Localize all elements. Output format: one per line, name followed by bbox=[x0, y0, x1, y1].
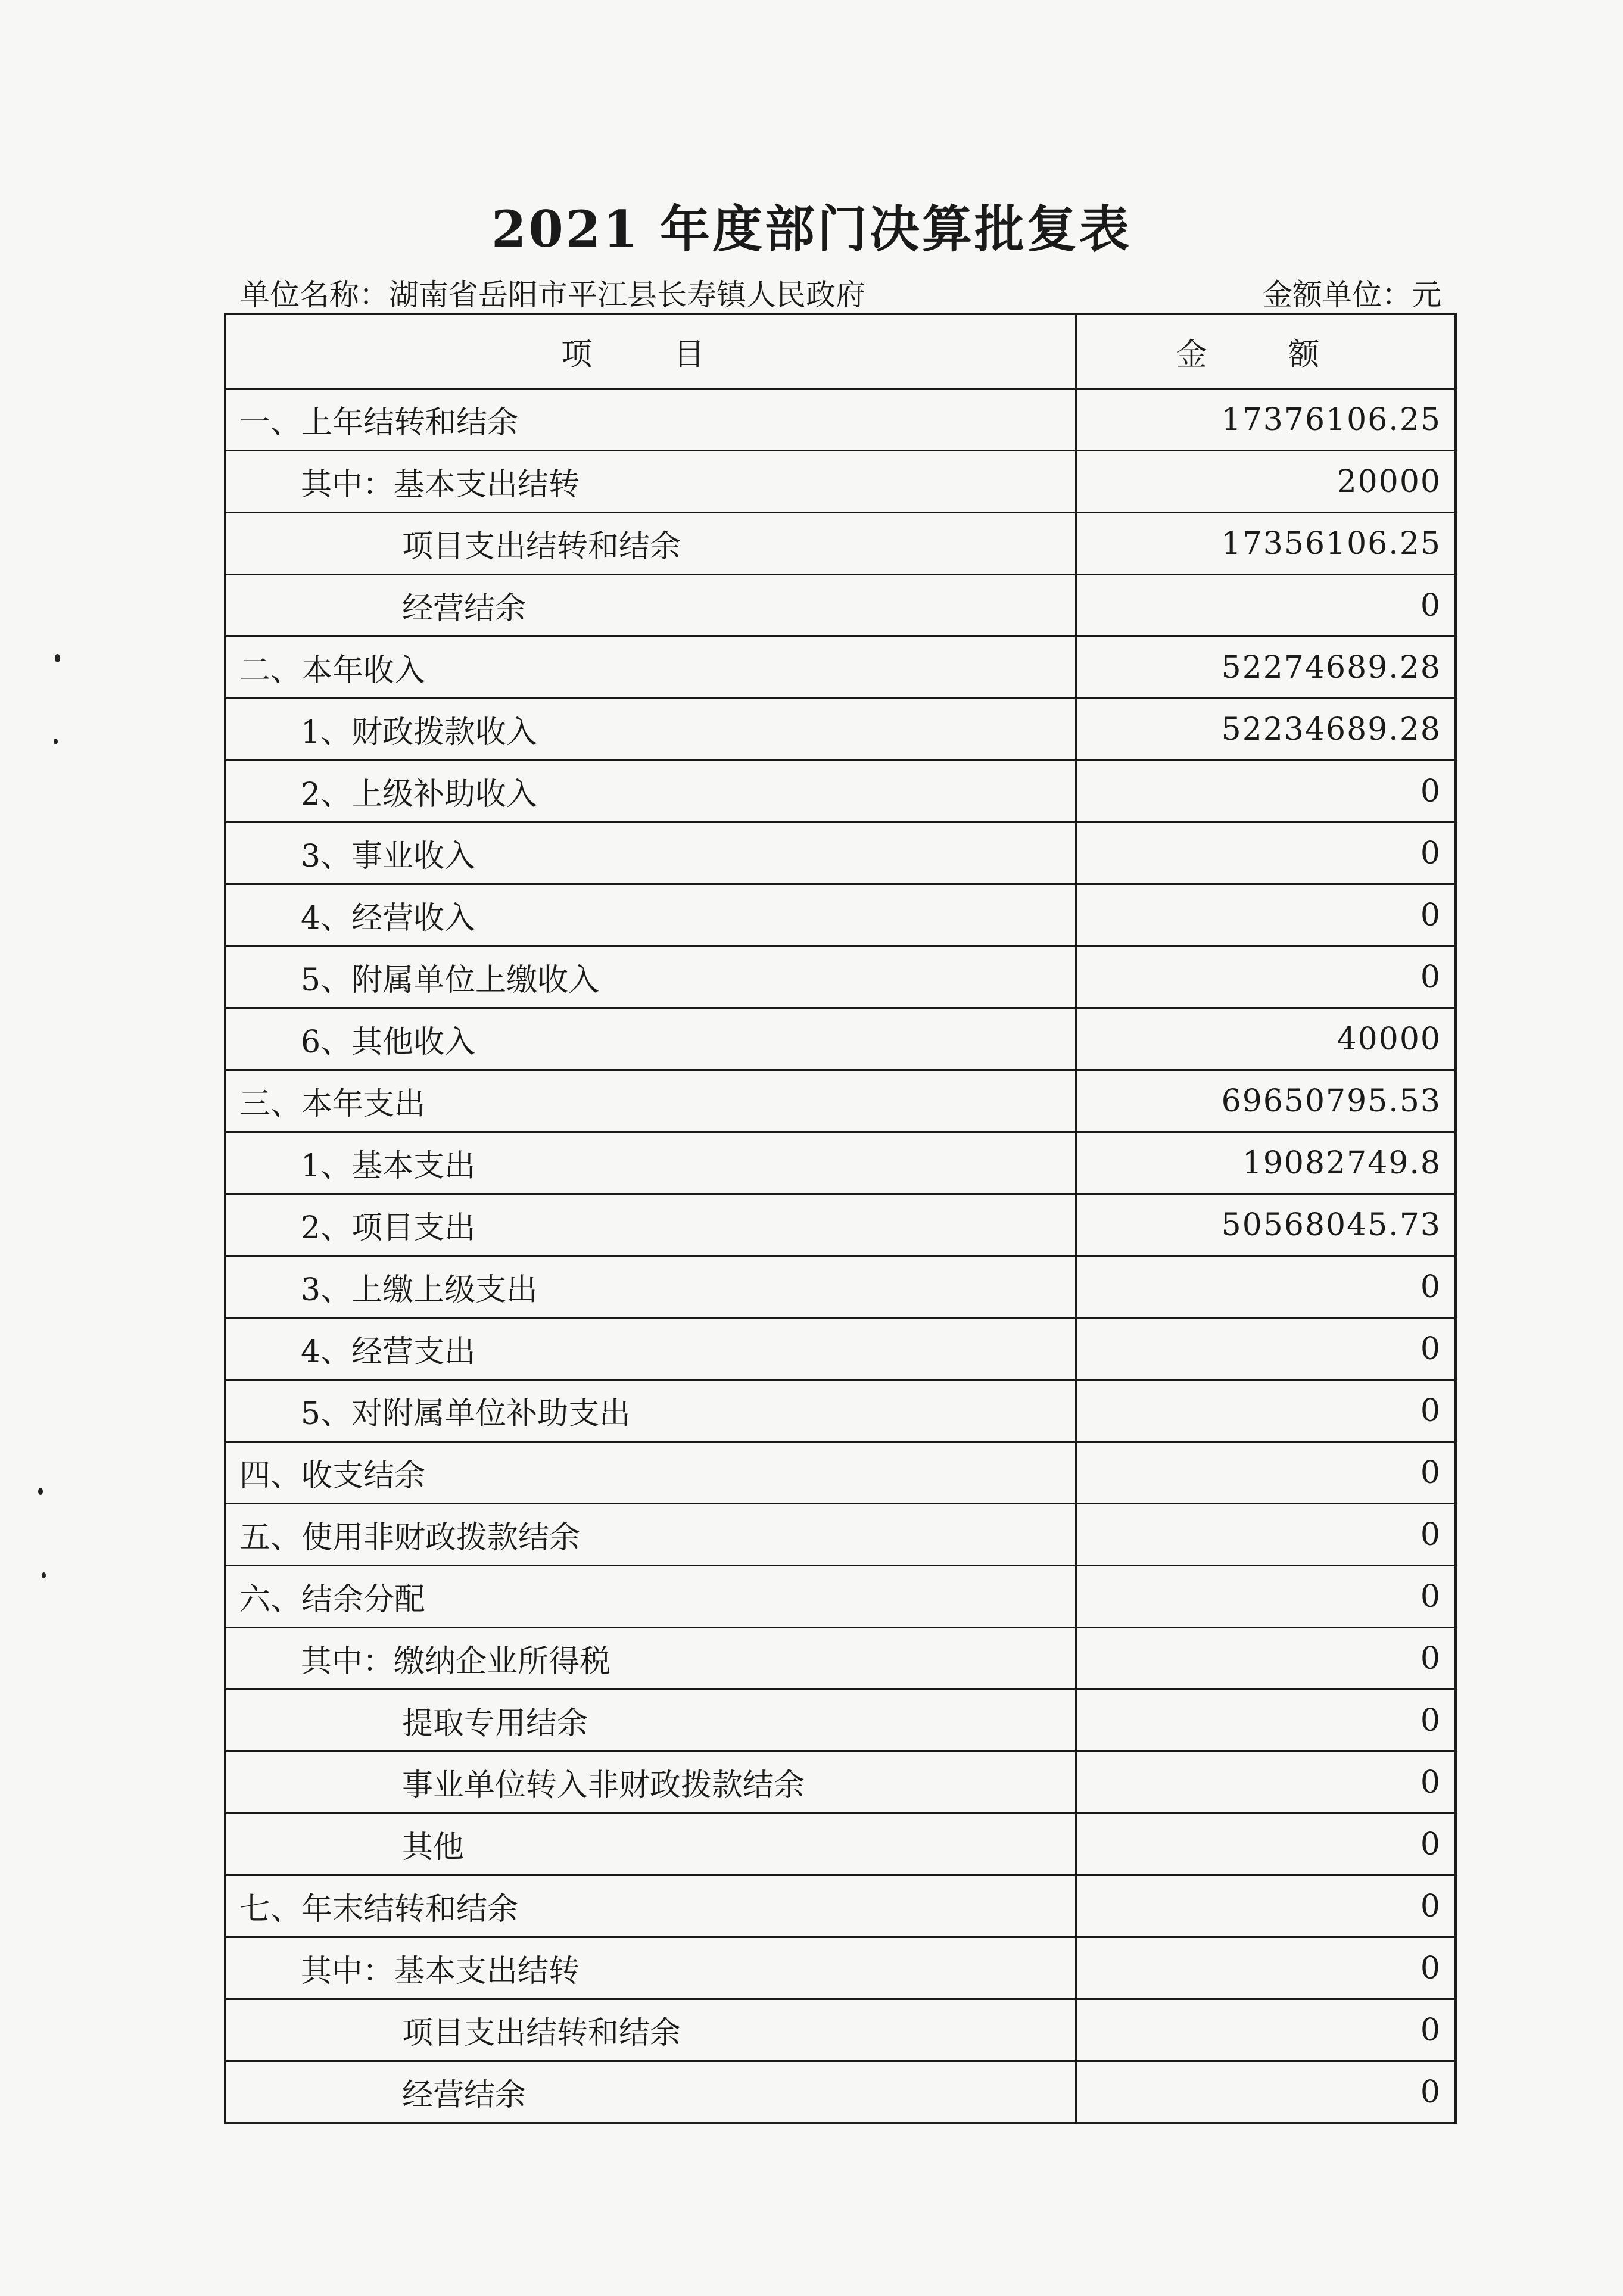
row-amount: 17376106.25 bbox=[1076, 389, 1456, 451]
row-label: 提取专用结余 bbox=[225, 1690, 1076, 1752]
row-label: 二、本年收入 bbox=[225, 637, 1076, 699]
row-label: 三、本年支出 bbox=[225, 1070, 1076, 1132]
row-amount: 0 bbox=[1076, 2061, 1456, 2124]
row-amount: 0 bbox=[1076, 1937, 1456, 1999]
row-amount: 0 bbox=[1076, 1999, 1456, 2061]
header-item: 项 目 bbox=[225, 314, 1076, 389]
row-amount: 0 bbox=[1076, 1566, 1456, 1628]
row-amount: 0 bbox=[1076, 1876, 1456, 1937]
row-label: 其他 bbox=[225, 1814, 1076, 1876]
row-amount: 50568045.73 bbox=[1076, 1194, 1456, 1256]
table-row bbox=[225, 575, 1456, 637]
table-row bbox=[225, 1937, 1456, 1999]
table-row bbox=[225, 1442, 1456, 1504]
budget-approval-table bbox=[224, 313, 1457, 2124]
row-label: 3、上缴上级支出 bbox=[225, 1256, 1076, 1318]
table-row bbox=[225, 1690, 1456, 1752]
table-row bbox=[225, 1256, 1456, 1318]
row-amount: 0 bbox=[1076, 1814, 1456, 1876]
row-amount: 0 bbox=[1076, 1752, 1456, 1814]
row-amount: 0 bbox=[1076, 1256, 1456, 1318]
scan-speck bbox=[42, 1572, 46, 1578]
row-label: 3、事业收入 bbox=[225, 823, 1076, 884]
row-amount: 0 bbox=[1076, 575, 1456, 637]
row-label: 4、经营收入 bbox=[225, 884, 1076, 946]
row-label: 1、财政拨款收入 bbox=[225, 699, 1076, 761]
unit-name: 单位名称：湖南省岳阳市平江县长寿镇人民政府 bbox=[240, 278, 865, 312]
table-row bbox=[225, 389, 1456, 451]
row-label: 2、项目支出 bbox=[225, 1194, 1076, 1256]
table-row bbox=[225, 1008, 1456, 1070]
table-row bbox=[225, 699, 1456, 761]
row-amount: 52274689.28 bbox=[1076, 637, 1456, 699]
table-row bbox=[225, 1752, 1456, 1814]
row-amount: 0 bbox=[1076, 1380, 1456, 1442]
row-label: 六、结余分配 bbox=[225, 1566, 1076, 1628]
row-amount: 20000 bbox=[1076, 451, 1456, 513]
table-row bbox=[225, 1318, 1456, 1380]
row-amount: 0 bbox=[1076, 1318, 1456, 1380]
scan-speck bbox=[38, 1488, 43, 1495]
row-label: 其中：缴纳企业所得税 bbox=[225, 1628, 1076, 1690]
table-row bbox=[225, 2061, 1456, 2124]
row-label: 5、附属单位上缴收入 bbox=[225, 946, 1076, 1008]
row-amount: 0 bbox=[1076, 1628, 1456, 1690]
row-amount: 52234689.28 bbox=[1076, 699, 1456, 761]
row-amount: 19082749.8 bbox=[1076, 1132, 1456, 1194]
table-row bbox=[225, 1194, 1456, 1256]
row-amount: 17356106.25 bbox=[1076, 513, 1456, 575]
row-label: 五、使用非财政拨款结余 bbox=[225, 1504, 1076, 1566]
row-amount: 0 bbox=[1076, 1690, 1456, 1752]
row-label: 4、经营支出 bbox=[225, 1318, 1076, 1380]
table-row bbox=[225, 946, 1456, 1008]
row-label: 经营结余 bbox=[225, 575, 1076, 637]
table-row bbox=[225, 451, 1456, 513]
header-amount: 金 额 bbox=[1076, 314, 1456, 389]
currency-unit: 金额单位：元 bbox=[1263, 278, 1441, 312]
row-label: 四、收支结余 bbox=[225, 1442, 1076, 1504]
row-label: 其中：基本支出结转 bbox=[225, 451, 1076, 513]
table-row bbox=[225, 1070, 1456, 1132]
row-label: 项目支出结转和结余 bbox=[225, 1999, 1076, 2061]
table-row bbox=[225, 1380, 1456, 1442]
row-amount: 0 bbox=[1076, 761, 1456, 823]
table-header-row bbox=[225, 314, 1456, 389]
table-row bbox=[225, 761, 1456, 823]
table-row bbox=[225, 1628, 1456, 1690]
row-amount: 0 bbox=[1076, 884, 1456, 946]
row-label: 七、年末结转和结余 bbox=[225, 1876, 1076, 1937]
scan-speck bbox=[54, 739, 58, 744]
table-row bbox=[225, 884, 1456, 946]
row-label: 6、其他收入 bbox=[225, 1008, 1076, 1070]
table-row bbox=[225, 1876, 1456, 1937]
row-label: 1、基本支出 bbox=[225, 1132, 1076, 1194]
row-label: 一、上年结转和结余 bbox=[225, 389, 1076, 451]
row-amount: 69650795.53 bbox=[1076, 1070, 1456, 1132]
row-label: 事业单位转入非财政拨款结余 bbox=[225, 1752, 1076, 1814]
table-row bbox=[225, 513, 1456, 575]
table-row bbox=[225, 1999, 1456, 2061]
row-amount: 0 bbox=[1076, 946, 1456, 1008]
row-amount: 40000 bbox=[1076, 1008, 1456, 1070]
table-row bbox=[225, 823, 1456, 884]
row-amount: 0 bbox=[1076, 1442, 1456, 1504]
row-label: 5、对附属单位补助支出 bbox=[225, 1380, 1076, 1442]
row-label: 经营结余 bbox=[225, 2061, 1076, 2124]
row-label: 其中：基本支出结转 bbox=[225, 1937, 1076, 1999]
table-row bbox=[225, 1814, 1456, 1876]
row-label: 2、上级补助收入 bbox=[225, 761, 1076, 823]
table-row bbox=[225, 637, 1456, 699]
table-row bbox=[225, 1504, 1456, 1566]
row-amount: 0 bbox=[1076, 823, 1456, 884]
scan-speck bbox=[55, 654, 60, 662]
table-row bbox=[225, 1566, 1456, 1628]
table-row bbox=[225, 1132, 1456, 1194]
page-title: 2021 年度部门决算批复表 bbox=[491, 200, 1132, 258]
row-amount: 0 bbox=[1076, 1504, 1456, 1566]
row-label: 项目支出结转和结余 bbox=[225, 513, 1076, 575]
